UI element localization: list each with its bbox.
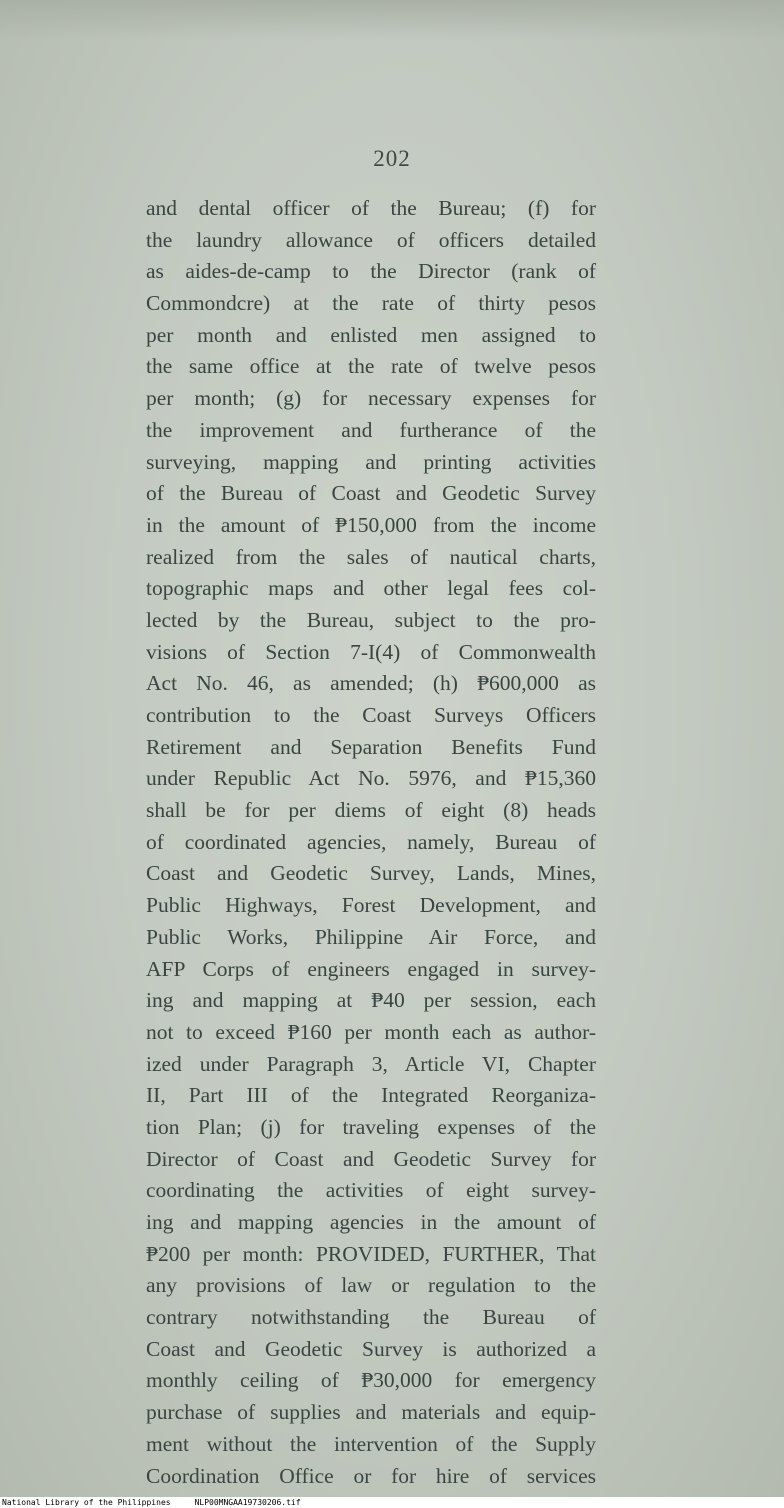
text-line: shall be for per diems of eight (8) heads xyxy=(146,798,596,823)
page-number: 202 xyxy=(373,146,411,171)
text-line: as aides-de-camp to the Director (rank of xyxy=(146,259,596,284)
text-line: AFP Corps of engineers engaged in survey- xyxy=(146,956,596,981)
text-line: monthly ceiling of ₱30,000 for emergency xyxy=(146,1368,596,1393)
text-line: ment without the intervention of the Supply xyxy=(146,1431,596,1456)
text-line: not to exceed ₱160 per month each as author- xyxy=(146,1019,596,1044)
text-line: surveying, mapping and printing activities xyxy=(146,449,596,474)
text-line: of the Bureau of Coast and Geodetic Survey xyxy=(146,481,596,506)
text-line: ₱200 per month: PROVIDED, FURTHER, That xyxy=(146,1241,596,1266)
text-line: lected by the Bureau, subject to the pro- xyxy=(146,607,596,632)
text-line: the improvement and furtherance of the xyxy=(146,417,596,442)
text-line: Coast and Geodetic Survey, Lands, Mines, xyxy=(146,861,596,886)
text-line: realized from the sales of nautical charts, xyxy=(146,544,596,569)
library-label: National Library of the Philippines xyxy=(2,1498,171,1507)
text-line: per month and enlisted men assigned to xyxy=(146,322,596,347)
text-line: the laundry allowance of officers detailed xyxy=(146,227,596,252)
text-line: Commondcre) at the rate of thirty pesos xyxy=(146,291,596,316)
text-line: purchase of supplies and materials and equip- xyxy=(146,1400,596,1425)
text-line: and dental officer of the Bureau; (f) for xyxy=(146,196,596,220)
text-line: contrary notwithstanding the Bureau of xyxy=(146,1305,596,1330)
text-line: per month; (g) for necessary expenses for xyxy=(146,386,596,411)
text-line: ized under Paragraph 3, Article VI, Chapter xyxy=(146,1051,596,1076)
text-line: Public Works, Philippine Air Force, and xyxy=(146,924,596,949)
file-name: NLP00MNGAA19730206.tif xyxy=(194,1498,301,1507)
text-line: in the amount of ₱150,000 from the income xyxy=(146,512,596,537)
text-line: ing and mapping agencies in the amount of xyxy=(146,1210,596,1234)
text-line: Retirement and Separation Benefits Fund xyxy=(146,734,596,759)
text-line: Coordination Office or for hire of services xyxy=(146,1463,596,1488)
text-line: II, Part III of the Integrated Reorganiza- xyxy=(146,1083,596,1108)
text-line: ing and mapping at ₱40 per session, each xyxy=(146,988,596,1013)
text-line: Director of Coast and Geodetic Survey for xyxy=(146,1146,596,1171)
text-line: under Republic Act No. 5976, and ₱15,360 xyxy=(146,766,596,791)
text-line: coordinating the activities of eight survey- xyxy=(146,1178,596,1203)
text-line: contribution to the Coast Surveys Officers xyxy=(146,703,596,727)
text-line: topographic maps and other legal fees col- xyxy=(146,576,596,601)
text-line: any provisions of law or regulation to the xyxy=(146,1273,596,1298)
text-line: Act No. 46, as amended; (h) ₱600,000 as xyxy=(146,671,596,696)
text-line: tion Plan; (j) for traveling expenses of the xyxy=(146,1114,596,1139)
text-line: Coast and Geodetic Survey is authorized a xyxy=(146,1336,596,1361)
scan-footer xyxy=(0,1497,784,1508)
text-line: of coordinated agencies, namely, Bureau of xyxy=(146,829,596,854)
text-line: visions of Section 7-I(4) of Commonwealth xyxy=(146,639,596,664)
body-text xyxy=(146,193,596,1497)
text-line: the same office at the rate of twelve pesos xyxy=(146,354,596,379)
text-line: Public Highways, Forest Development, and xyxy=(146,893,596,918)
